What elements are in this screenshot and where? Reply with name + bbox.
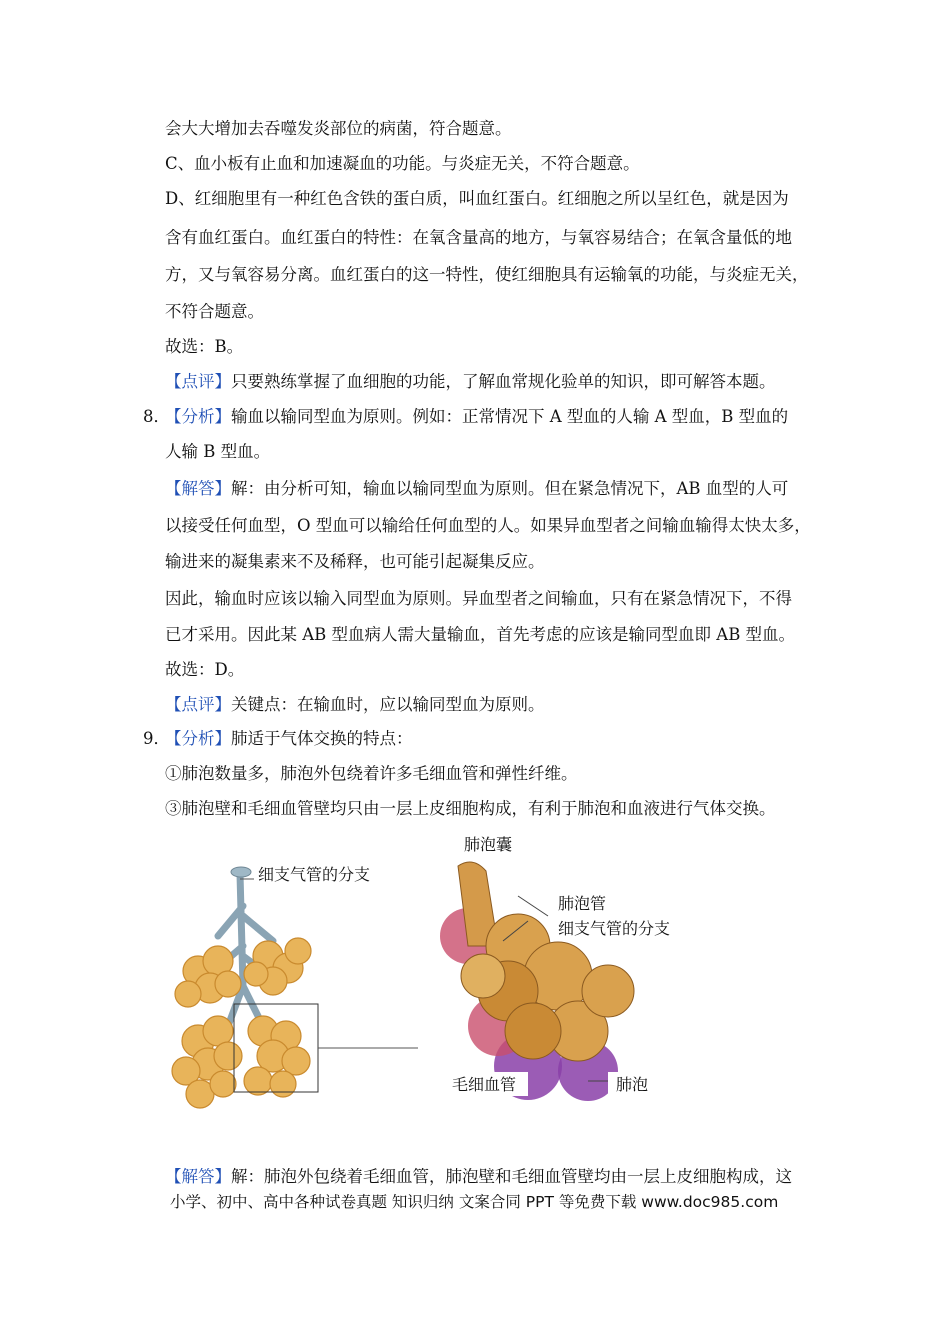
text-line: ③肺泡壁和毛细血管壁均只由一层上皮细胞构成，有利于肺泡和血液进行气体交换。 (165, 799, 776, 818)
text-line: 已才采用。因此某 AB 型血病人需大量输血，首先考虑的应该是输同型血即 AB 型血。 (165, 625, 796, 644)
q9-answer (165, 1165, 792, 1189)
comment-tag: 【点评】 (165, 372, 231, 391)
text-line: 故选：D。 (165, 660, 245, 679)
analysis-text: 输血以输同型血为原则。例如：正常情况下 A 型血的人输 A 型血，B 型血的 (231, 407, 789, 426)
label-alveolar-sac: 肺泡囊 (464, 835, 513, 854)
comment-text: 只要熟练掌握了血细胞的功能，了解血常规化验单的知识，即可解答本题。 (231, 372, 776, 391)
q8-comment (165, 693, 545, 717)
text-line: 会大大增加去吞噬发炎部位的病菌，符合题意。 (165, 119, 512, 138)
text-line: 以接受任何血型，O 型血可以输给任何血型的人。如果异血型者之间输血输得太快太多， (165, 516, 811, 535)
answer-tag: 【解答】 (165, 479, 231, 498)
analysis-text: 肺适于气体交换的特点： (231, 729, 413, 748)
text-line: 输进来的凝集素来不及稀释，也可能引起凝集反应。 (165, 552, 545, 571)
answer-text: 解：肺泡外包绕着毛细血管，肺泡壁和毛细血管壁均由一层上皮细胞构成，这 (231, 1167, 792, 1186)
text-line: D、红细胞里有一种红色含铁的蛋白质，叫血红蛋白。红细胞之所以呈红色，就是因为 (165, 189, 789, 208)
answer-text: 解：由分析可知，输血以输同型血为原则。但在紧急情况下，AB 血型的人可 (231, 479, 789, 498)
text-line: 含有血红蛋白。血红蛋白的特性：在氧含量高的地方，与氧容易结合；在氧含量低的地 (165, 228, 792, 247)
analysis-tag: 【分析】 (165, 407, 231, 426)
question-number: 8． (143, 407, 170, 426)
comment-7 (165, 370, 776, 394)
q9-analysis (165, 727, 413, 751)
label-capillary: 毛细血管 (452, 1075, 517, 1094)
lung-alveoli-figure (168, 826, 728, 1131)
text-line: 故选：B。 (165, 337, 244, 356)
question-number: 9． (143, 729, 170, 748)
text-line: 不符合题意。 (165, 302, 264, 321)
text-line: 因此，输血时应该以输入同型血为原则。异血型者之间输血，只有在紧急情况下，不得 (165, 589, 792, 608)
text-line: C、血小板有止血和加速凝血的功能。与炎症无关，不符合题意。 (165, 154, 640, 173)
text-line: 方，又与氧容易分离。血红蛋白的这一特性，使红细胞具有运输氧的功能，与炎症无关， (165, 265, 809, 284)
comment-tag: 【点评】 (165, 695, 231, 714)
page-footer: 小学、初中、高中各种试卷真题 知识归纳 文案合同 PPT 等免费下载 www.doc985.com (170, 1193, 779, 1211)
analysis-tag: 【分析】 (165, 729, 231, 748)
text-line: ①肺泡数量多，肺泡外包绕着许多毛细血管和弹性纤维。 (165, 764, 578, 783)
label-bronchiole: 细支气管的分支 (258, 865, 371, 884)
comment-text: 关键点：在输血时，应以输同型血为原则。 (231, 695, 545, 714)
label-bronchiole-branch: 细支气管的分支 (558, 919, 671, 938)
label-alveolus: 肺泡 (616, 1075, 649, 1094)
label-alveolar-duct: 肺泡管 (558, 894, 607, 913)
figure-svg (168, 826, 728, 1131)
q8-answer (165, 477, 788, 501)
q8-analysis (165, 405, 788, 429)
text-line: 人输 B 型血。 (165, 442, 271, 461)
answer-tag: 【解答】 (165, 1167, 231, 1186)
